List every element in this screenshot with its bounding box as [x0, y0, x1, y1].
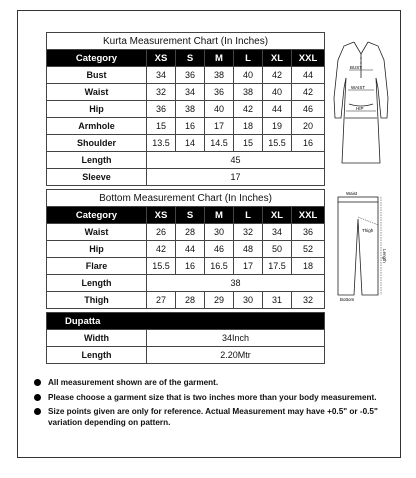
bottom-measurement-table [46, 189, 325, 309]
column-header: S [176, 50, 205, 67]
table-cell: 34Inch [147, 330, 325, 347]
table-row [47, 152, 325, 169]
table-cell: 31 [263, 292, 292, 309]
row-label: Thigh [47, 292, 147, 309]
column-header: Category [47, 207, 147, 224]
row-label: Sleeve [47, 169, 147, 186]
row-label: Length [47, 347, 147, 364]
table-cell: 40 [205, 101, 234, 118]
table-row [47, 241, 325, 258]
table-cell: 34 [263, 224, 292, 241]
row-label: Bust [47, 67, 147, 84]
table-cell: 17.5 [263, 258, 292, 275]
table-cell: 14 [176, 135, 205, 152]
table-cell: 18 [292, 258, 325, 275]
row-label: Armhole [47, 118, 147, 135]
table-cell: 15.5 [147, 258, 176, 275]
kurta-illustration [332, 38, 390, 166]
bullet-icon [34, 408, 41, 415]
table-cell: 32 [234, 224, 263, 241]
table-row [47, 169, 325, 186]
column-header: XXL [292, 50, 325, 67]
table-cell: 46 [205, 241, 234, 258]
bust-label: BUST [350, 65, 363, 70]
table-row [47, 347, 325, 364]
table-cell: 42 [234, 101, 263, 118]
table-cell: 28 [176, 292, 205, 309]
note-text: Size points given are only for reference. Actual Measurement may have +0.5" or -0.5" variation depending on pattern. [48, 407, 378, 427]
note-text: Please choose a garment size that is two inches more than your body measurement. [48, 392, 377, 402]
dupatta-measurement-table [46, 312, 325, 364]
table-row [47, 67, 325, 84]
table-cell: 16 [176, 118, 205, 135]
row-label: Waist [47, 84, 147, 101]
table-cell: 34 [147, 67, 176, 84]
table-cell: 26 [147, 224, 176, 241]
table-row [47, 118, 325, 135]
column-header: L [234, 50, 263, 67]
row-label: Hip [47, 101, 147, 118]
hip-label: HIP [356, 106, 364, 111]
row-label: Length [47, 275, 147, 292]
column-header: L [234, 207, 263, 224]
dupatta-title: Dupatta [47, 313, 325, 330]
table-cell: 36 [176, 67, 205, 84]
row-label: Shoulder [47, 135, 147, 152]
table-cell: 20 [292, 118, 325, 135]
table-cell: 44 [176, 241, 205, 258]
table-cell: 28 [176, 224, 205, 241]
table-cell: 15.5 [263, 135, 292, 152]
bullet-icon [34, 394, 41, 401]
table-cell: 29 [205, 292, 234, 309]
table-cell: 38 [205, 67, 234, 84]
table-cell: 36 [147, 101, 176, 118]
table-cell: 17 [234, 258, 263, 275]
bullet-icon [34, 379, 41, 386]
table-row [47, 292, 325, 309]
table-cell: 17 [147, 169, 325, 186]
table-cell: 36 [205, 84, 234, 101]
table-cell: 30 [205, 224, 234, 241]
table-row [47, 258, 325, 275]
table-cell: 16.5 [205, 258, 234, 275]
table-cell: 40 [263, 84, 292, 101]
row-label: Flare [47, 258, 147, 275]
table-cell: 38 [176, 101, 205, 118]
bottom-illustration [334, 189, 394, 304]
list-item [38, 407, 378, 428]
table-row [47, 101, 325, 118]
note-text: All measurement shown are of the garment. [48, 378, 219, 387]
table-cell: 42 [292, 84, 325, 101]
table-cell: 19 [263, 118, 292, 135]
table-cell: 13.5 [147, 135, 176, 152]
row-label: Waist [47, 224, 147, 241]
table-cell: 16 [292, 135, 325, 152]
table-cell: 15 [234, 135, 263, 152]
kurta-chart-title: Kurta Measurement Chart (In Inches) [47, 33, 325, 50]
column-header: M [205, 50, 234, 67]
table-cell: 32 [292, 292, 325, 309]
table-row [47, 275, 325, 292]
table-cell: 38 [234, 84, 263, 101]
column-header: XS [147, 50, 176, 67]
list-item [38, 393, 378, 404]
table-cell: 18 [234, 118, 263, 135]
table-cell: 34 [176, 84, 205, 101]
table-cell: 42 [263, 67, 292, 84]
row-label: Width [47, 330, 147, 347]
table-cell: 16 [176, 258, 205, 275]
table-cell: 42 [147, 241, 176, 258]
notes-list [38, 378, 378, 432]
table-row [47, 84, 325, 101]
table-cell: 2.20Mtr [147, 347, 325, 364]
bottom-header-row [47, 207, 325, 224]
table-cell: 48 [234, 241, 263, 258]
table-cell: 52 [292, 241, 325, 258]
table-cell: 32 [147, 84, 176, 101]
table-cell: 44 [292, 67, 325, 84]
column-header: Category [47, 50, 147, 67]
list-item [38, 378, 378, 389]
table-cell: 50 [263, 241, 292, 258]
table-cell: 45 [147, 152, 325, 169]
kurta-measurement-table [46, 32, 325, 186]
table-cell: 36 [292, 224, 325, 241]
waist-label: Waist [346, 191, 358, 196]
table-cell: 14.5 [205, 135, 234, 152]
column-header: S [176, 207, 205, 224]
table-cell: 46 [292, 101, 325, 118]
bottom-hem-label: Bottom [340, 297, 355, 302]
table-cell: 44 [263, 101, 292, 118]
table-cell: 40 [234, 67, 263, 84]
bottom-chart-title: Bottom Measurement Chart (In Inches) [47, 190, 325, 207]
kurta-header-row [47, 50, 325, 67]
table-cell: 38 [147, 275, 325, 292]
waist-label: WAIST [351, 85, 366, 90]
table-row [47, 135, 325, 152]
table-cell: 17 [205, 118, 234, 135]
column-header: M [205, 207, 234, 224]
column-header: XL [263, 207, 292, 224]
table-row [47, 330, 325, 347]
table-row [47, 224, 325, 241]
row-label: Length [47, 152, 147, 169]
column-header: XXL [292, 207, 325, 224]
column-header: XS [147, 207, 176, 224]
row-label: Hip [47, 241, 147, 258]
table-cell: 27 [147, 292, 176, 309]
length-label: Length [382, 249, 387, 263]
table-cell: 15 [147, 118, 176, 135]
table-cell: 30 [234, 292, 263, 309]
thigh-label: Thigh [362, 228, 374, 233]
column-header: XL [263, 50, 292, 67]
